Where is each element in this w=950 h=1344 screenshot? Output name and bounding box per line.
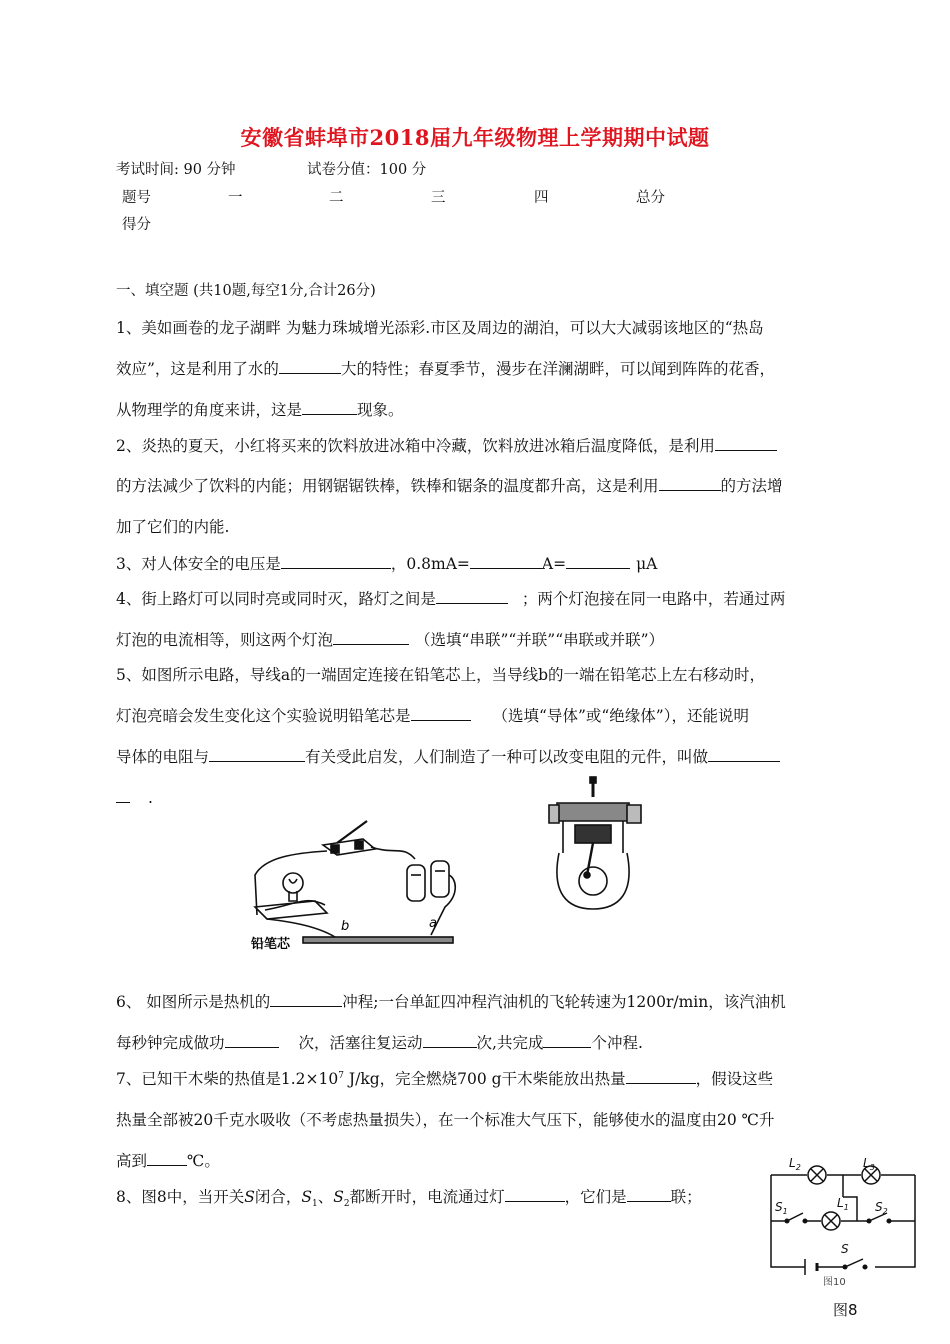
answer-blank[interactable] bbox=[708, 745, 780, 762]
answer-blank[interactable] bbox=[279, 357, 341, 374]
label-s: S bbox=[841, 1242, 849, 1256]
answer-blank[interactable] bbox=[626, 1067, 696, 1084]
score-table-header: 二 bbox=[329, 190, 344, 206]
answer-blank[interactable] bbox=[627, 1185, 671, 1202]
wire bbox=[371, 847, 415, 859]
q7-line2: 热量全部被20千克水吸收（不考虑热量损失），在一个标准大气压下，能够使水的温度由20 ℃升 bbox=[116, 1111, 775, 1129]
answer-blank[interactable] bbox=[147, 1149, 187, 1166]
page-title: 安徽省蚌埠市2018届九年级物理上学期期中试题 bbox=[240, 125, 710, 150]
answer-blank[interactable] bbox=[436, 587, 508, 604]
switch-s-icon bbox=[837, 1259, 863, 1267]
connecting-rod bbox=[587, 843, 593, 875]
label-l3: $L_3$ bbox=[863, 1156, 875, 1172]
battery-icon bbox=[407, 865, 425, 901]
answer-blank[interactable] bbox=[423, 1031, 477, 1048]
score-table-header: 一 bbox=[228, 190, 243, 206]
figure-caption: 图8 bbox=[833, 1301, 858, 1319]
label-s1: $S_1$ bbox=[775, 1200, 788, 1216]
answer-blank[interactable] bbox=[470, 552, 542, 569]
q4-line2: 灯泡的电流相等，则这两个灯泡 （选填“串联”“并联”“串联或并联”） bbox=[116, 628, 664, 650]
answer-blank[interactable] bbox=[543, 1031, 591, 1048]
q8-line1: 8、图8中，当开关S闭合，$S_1$、$S_2$都断开时，电流通过灯 ，它们是 联； bbox=[116, 1185, 702, 1209]
cylinder-head bbox=[557, 803, 629, 821]
answer-blank[interactable] bbox=[505, 1185, 565, 1202]
score-table-header: 总分 bbox=[636, 190, 665, 206]
answer-blank[interactable] bbox=[566, 552, 630, 569]
label-s2: $S_2$ bbox=[875, 1200, 888, 1216]
q7-line3: 高到 ℃。 bbox=[116, 1149, 220, 1171]
q5-line1: 5、如图所示电路，导线a的一端固定连接在铅笔芯上，当导线b的一端在铅笔芯上左右移动时， bbox=[116, 666, 766, 684]
exam-score: 试卷分值：100 分 bbox=[307, 162, 427, 178]
answer-blank[interactable] bbox=[209, 745, 305, 762]
q7-line1: 7、已知干木柴的热值是$1.2\times 10^7$ J/kg，完全燃烧700 g干木柴能放出热量 ，假设这些 bbox=[116, 1067, 773, 1089]
crankshaft-icon bbox=[579, 867, 607, 895]
q2-line1: 2、炎热的夏天，小红将买来的饮料放进冰箱中冷藏，饮料放进冰箱后温度降低，是利用 bbox=[116, 434, 777, 456]
battery-icon bbox=[431, 861, 449, 897]
q6-line2: 每秒钟完成做功 次，活塞往复运动 次,共完成 个冲程. bbox=[116, 1031, 643, 1053]
answer-blank[interactable] bbox=[302, 398, 357, 415]
answer-blank[interactable] bbox=[715, 434, 777, 451]
q1-line1: 1、美如画卷的龙子湖畔 为魅力珠城增光添彩.市区及周边的湖泊，可以大大减弱该地区的“热岛 bbox=[116, 319, 764, 337]
q2-line3: 加了它们的内能. bbox=[116, 518, 230, 536]
q5-line4: . bbox=[116, 786, 153, 807]
switch-s2-icon bbox=[841, 1213, 887, 1221]
score-table-header: 三 bbox=[431, 190, 446, 206]
answer-blank[interactable] bbox=[411, 704, 471, 721]
score-table-row-label: 得分 bbox=[122, 217, 151, 233]
label-pencil: 铅笔芯 bbox=[251, 937, 291, 952]
q2-line2: 的方法减少了饮料的内能；用钢锯锯铁棒，铁棒和锯条的温度都升高，这是利用 的方法增 bbox=[116, 474, 783, 496]
circuit-figure bbox=[245, 815, 470, 955]
pencil-lead bbox=[303, 937, 453, 943]
q4-line1: 4、街上路灯可以同时亮或同时灭，路灯之间是 ；两个灯泡接在同一电路中，若通过两 bbox=[116, 587, 785, 609]
answer-blank[interactable] bbox=[225, 1031, 279, 1048]
q5-line2: 灯泡亮暗会发生变化这个实验说明铅笔芯是 （选填“导体”或“绝缘体”），还能说明 bbox=[116, 704, 749, 726]
answer-blank[interactable] bbox=[333, 628, 409, 645]
q1-line2: 效应”，这是利用了水的 大的特性；春夏季节，漫步在洋澜湖畔，可以闻到阵阵的花香， bbox=[116, 357, 775, 379]
score-table-header: 题号 bbox=[122, 190, 151, 206]
figure-inner-label: 图10 bbox=[823, 1277, 846, 1288]
label-l2: $L_2$ bbox=[789, 1156, 801, 1172]
crankcase bbox=[557, 853, 629, 909]
section-heading: 一、填空题 (共10题,每空1分,合计26分) bbox=[116, 283, 376, 299]
q6-line1: 6、 如图所示是热机的 冲程;一台单缸四冲程汽油机的飞轮转速为1200r/min，该汽油机 bbox=[116, 990, 786, 1012]
exam-time: 考试时间: 90 分钟 bbox=[116, 162, 236, 178]
q3-line: 3、对人体安全的电压是 ，0.8mA= A= μA bbox=[116, 552, 657, 574]
figure-8 bbox=[765, 1155, 925, 1335]
answer-blank[interactable] bbox=[116, 786, 130, 803]
engine-figure bbox=[545, 775, 655, 915]
q5-line3: 导体的电阻与 有关受此启发，人们制造了一种可以改变电阻的元件，叫做 bbox=[116, 745, 780, 767]
label-l1: $L_1$ bbox=[837, 1196, 849, 1212]
answer-blank[interactable] bbox=[281, 552, 391, 569]
label-b: b bbox=[341, 919, 350, 934]
answer-blank[interactable] bbox=[659, 474, 721, 491]
score-table-header: 四 bbox=[534, 190, 549, 206]
piston bbox=[575, 825, 611, 843]
label-a: a bbox=[429, 916, 437, 931]
q1-line3: 从物理学的角度来讲，这是 现象。 bbox=[116, 398, 404, 420]
answer-blank[interactable] bbox=[270, 990, 342, 1007]
